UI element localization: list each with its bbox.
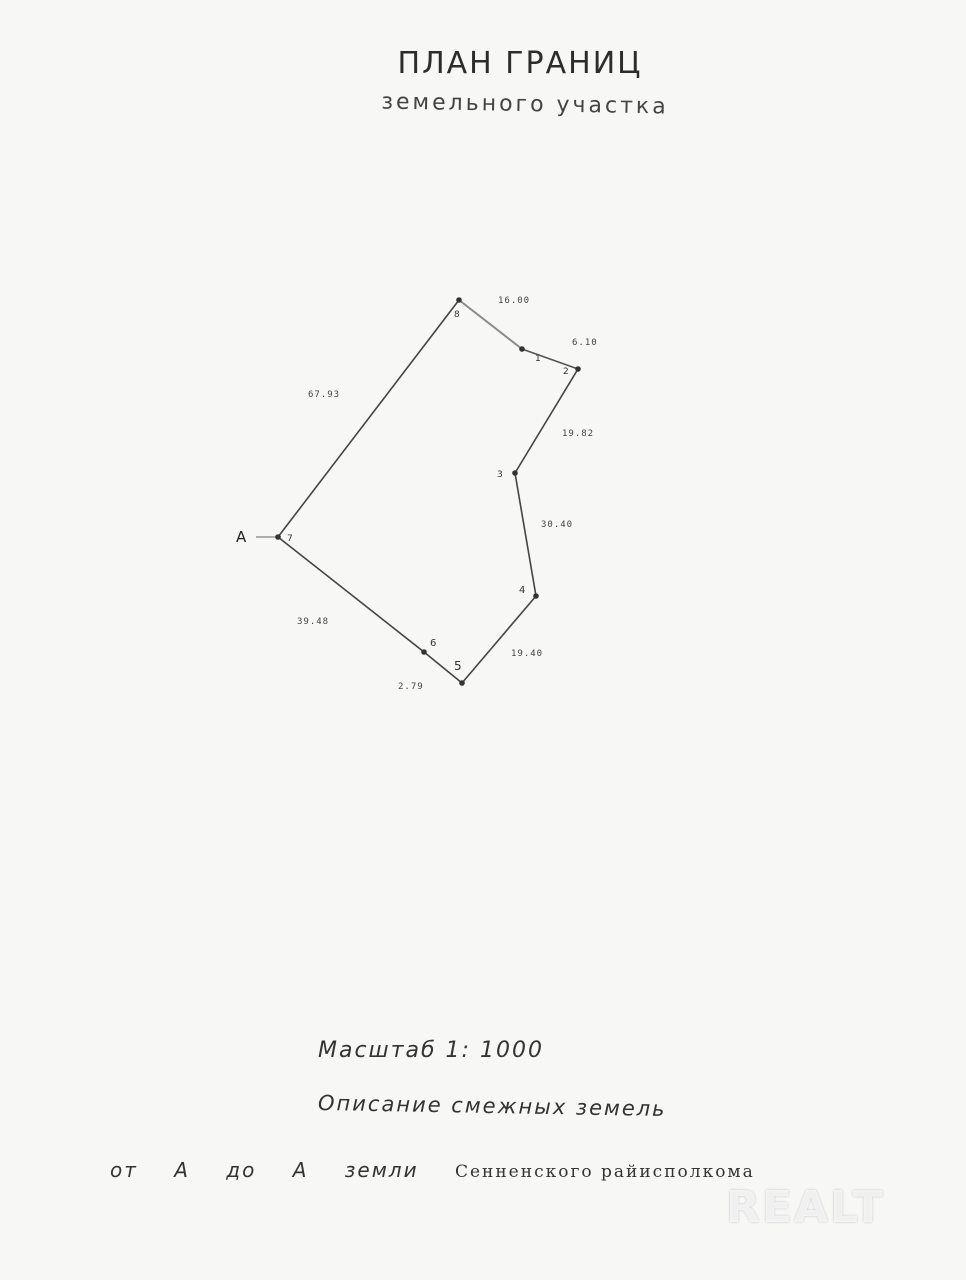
boundary-segment-6-7 [278, 537, 424, 652]
boundary-segment-3-4 [515, 473, 536, 596]
boundary-segment-7-8 [278, 300, 459, 537]
point-label-7: 7 [287, 534, 293, 544]
length-5-6: 2.79 [398, 682, 424, 692]
vertex-2 [575, 366, 581, 372]
neighbors-to: до [226, 1158, 257, 1182]
vertex-7 [275, 534, 281, 540]
start-marker-label: A [236, 528, 247, 546]
boundary-segment-8-1 [459, 300, 522, 349]
adjacent-lands-heading: Описание смежных земель [317, 1090, 667, 1122]
neighbors-point-a: А [174, 1158, 190, 1182]
vertex-4 [533, 593, 539, 599]
point-label-2: 2 [563, 367, 569, 377]
neighbors-owner: Сенненского райисполкома [454, 1162, 755, 1182]
boundary-segment-1-2 [522, 349, 578, 369]
boundary-segment-4-5 [462, 596, 536, 683]
point-label-3: 3 [497, 470, 503, 480]
point-label-5: 5 [454, 659, 462, 673]
point-label-4: 4 [519, 585, 526, 596]
length-6-7: 39.48 [297, 617, 330, 627]
length-7-8: 67.93 [308, 390, 341, 400]
boundary-segment-2-3 [515, 369, 578, 473]
length-2-3: 19.82 [562, 429, 595, 439]
vertex-5 [459, 680, 465, 686]
length-8-1: 16.00 [498, 296, 531, 306]
adjacent-lands-line [110, 1158, 783, 1182]
vertex-3 [512, 470, 518, 476]
vertex-6 [421, 649, 427, 655]
point-label-6: 6 [430, 638, 437, 649]
length-4-5: 19.40 [511, 649, 544, 659]
length-1-2: 6.10 [572, 338, 598, 348]
vertex-8 [456, 297, 462, 303]
point-label-8: 8 [454, 310, 460, 320]
document-subtitle: земельного участка [381, 89, 669, 120]
vertex-1 [519, 346, 525, 352]
neighbors-from: от [110, 1158, 138, 1182]
length-3-4: 30.40 [541, 520, 574, 530]
point-label-1: 1 [535, 354, 541, 364]
scale-label: Масштаб 1: 1000 [318, 1038, 544, 1063]
neighbors-point-b: А [292, 1158, 309, 1182]
realt-watermark-logo: REALT [726, 1182, 885, 1233]
neighbors-lands: земли [344, 1158, 419, 1182]
document-title: ПЛАН ГРАНИЦ [397, 46, 643, 81]
